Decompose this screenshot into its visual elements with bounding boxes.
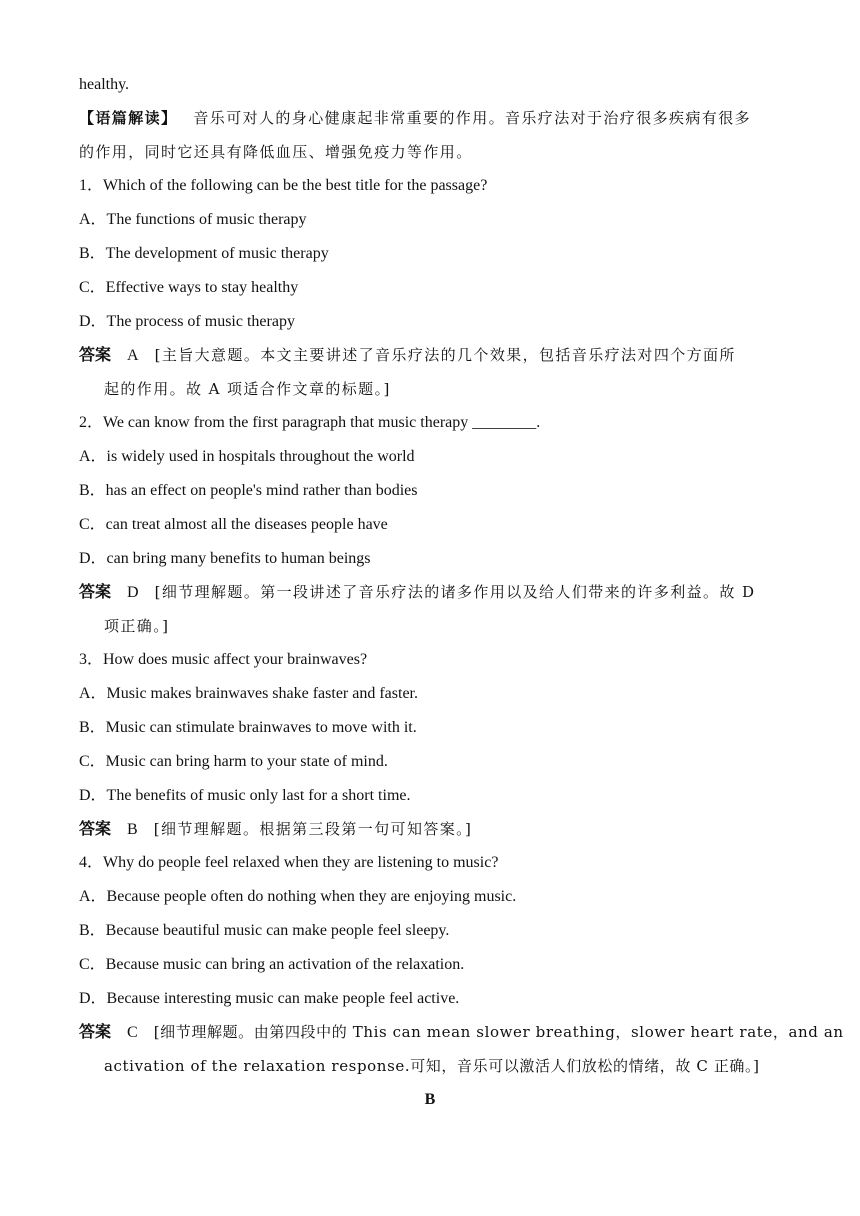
answer-letter: D	[127, 584, 139, 601]
question-3-option-d: D．The benefits of music only last for a short time.	[79, 787, 411, 804]
summary-line-1	[79, 107, 800, 130]
question-2-answer	[79, 581, 800, 604]
question-4-option-a: A．Because people often do nothing when they are enjoying music.	[79, 888, 517, 905]
question-2-option-b: B．has an effect on people's mind rather than bodies	[79, 482, 418, 499]
answer-letter: B	[127, 821, 138, 838]
question-1-option-b: B．The development of music therapy	[79, 245, 329, 262]
answer-label: 答案	[79, 819, 112, 838]
question-1-option-a: A．The functions of music therapy	[79, 211, 307, 228]
question-4-option-b: B．Because beautiful music can make people feel sleepy.	[79, 922, 450, 939]
answer-letter: A	[127, 347, 139, 364]
question-4-stem: 4．Why do people feel relaxed when they are listening to music?	[79, 854, 499, 871]
summary-label: 【语篇解读】	[79, 109, 178, 127]
question-2-stem: 2．We can know from the first paragraph that music therapy ________.	[79, 414, 541, 431]
question-4-explanation-cont: activation of the relaxation response.可知，音乐可以激活人们放松的情绪，故 C 正确。]	[104, 1057, 760, 1075]
question-3-stem: 3．How does music affect your brainwaves?	[79, 651, 368, 668]
question-3-option-b: B．Music can stimulate brainwaves to move with it.	[79, 719, 417, 736]
answer-letter: C	[127, 1024, 138, 1041]
section-heading: B	[424, 1091, 436, 1108]
answer-label: 答案	[79, 345, 112, 364]
answer-explanation: [细节理解题。根据第三段第一句可知答案。]	[153, 820, 473, 838]
question-1-option-d: D．The process of music therapy	[79, 313, 295, 330]
question-2-option-c: C．can treat almost all the diseases people have	[79, 516, 388, 533]
question-4-answer	[79, 1021, 844, 1044]
question-1-explanation-cont: 起的作用。故 A 项适合作文章的标题。]	[104, 380, 391, 398]
answer-explanation: [细节理解题。由第四段中的 This can mean slower breathing，slower heart rate，and an	[153, 1023, 844, 1041]
question-4-option-c: C．Because music can bring an activation of the relaxation.	[79, 956, 465, 973]
question-4-option-d: D．Because interesting music can make people feel active.	[79, 990, 460, 1007]
answer-label: 答案	[79, 1022, 112, 1041]
question-2-option-d: D．can bring many benefits to human beings	[79, 550, 371, 567]
answer-explanation: [细节理解题。第一段讲述了音乐疗法的诸多作用以及给人们带来的许多利益。故 D	[154, 583, 756, 601]
answer-explanation: [主旨大意题。本文主要讲述了音乐疗法的几个效果，包括音乐疗法对四个方面所	[154, 346, 736, 364]
summary-line-2: 的作用，同时它还具有降低血压、增强免疫力等作用。	[79, 143, 473, 161]
summary-text-1: 音乐可对人的身心健康起非常重要的作用。音乐疗法对于治疗很多疾病有很多	[193, 109, 752, 127]
question-3-answer	[79, 818, 800, 841]
question-3-option-c: C．Music can bring harm to your state of mind.	[79, 753, 388, 770]
answer-label: 答案	[79, 582, 112, 601]
question-1-answer	[79, 344, 800, 367]
question-2-explanation-cont: 项正确。]	[104, 617, 170, 635]
question-3-option-a: A．Music makes brainwaves shake faster and faster.	[79, 685, 419, 702]
question-2-option-a: A．is widely used in hospitals throughout the world	[79, 448, 415, 465]
top-fragment: healthy.	[79, 76, 130, 93]
question-1-stem: 1．Which of the following can be the best title for the passage?	[79, 177, 488, 194]
question-1-option-c: C．Effective ways to stay healthy	[79, 279, 299, 296]
